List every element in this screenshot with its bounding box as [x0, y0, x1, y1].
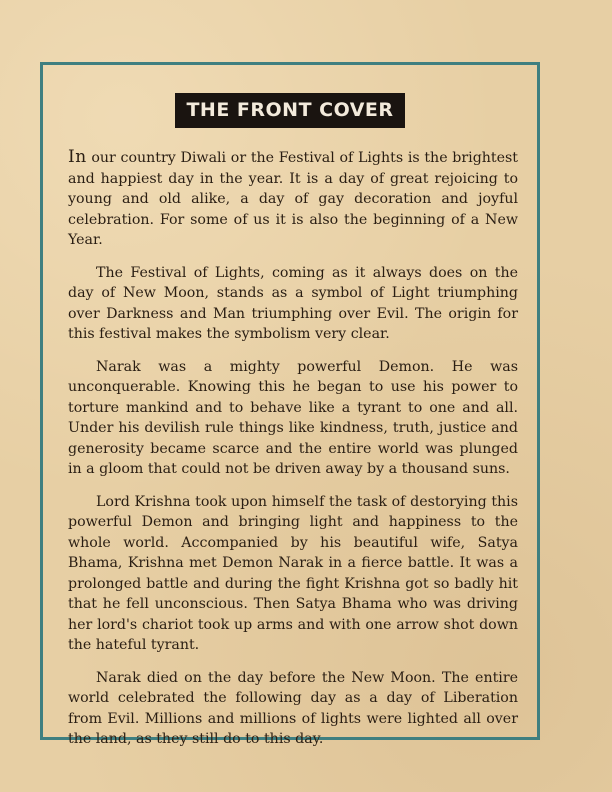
paragraph-1 [68, 147, 518, 251]
paragraph-1-text: our country Diwali or the Festival of Lights is the brightest and happiest day in the year. It is a day of great rejoicing to young and old alike, a day of gay decoration and joyful celebration. For some of us it is also the beginning of a New Year. [68, 150, 518, 248]
paragraph-3: Narak was a mighty powerful Demon. He was unconquerable. Knowing this he began to use his power to torture mankind and to behave like a tyrant to one and all. Under his devilish rule things like kindness, truth, justice and generosity became scarce and the entire world was plunged in a gloom that could not be driven away by a thousand suns. [68, 358, 518, 477]
drop-cap: In [68, 147, 87, 167]
paragraph-4: Lord Krishna took upon himself the task of destorying this powerful Demon and bringing light and happiness to the whole world. Accompanied by his beautiful wife, Satya Bhama, Krishna met Demon Narak in a fierce battle. It was a prolonged battle and during the fight Krishna got so badly hit that he fell unconscious. Then Satya Bhama who was driving her lord's chariot took up arms and with one arrow shot down the hateful tyrant. [68, 493, 518, 653]
title-container [43, 93, 537, 128]
page-border-frame [40, 62, 540, 747]
page-title: THE FRONT COVER [175, 93, 404, 128]
paragraph-2: The Festival of Lights, coming as it always does on the day of New Moon, stands as a symbol of Light triumphing over Darkness and Man triumphing over Evil. The origin for this festival makes the symbolism very clear. [68, 264, 518, 342]
article-body [68, 147, 518, 762]
paragraph-5: Narak died on the day before the New Moon. The entire world celebrated the following day as a day of Liberation from Evil. Millions and millions of lights were lighted all over the land, as they still do to this day. [68, 669, 518, 747]
